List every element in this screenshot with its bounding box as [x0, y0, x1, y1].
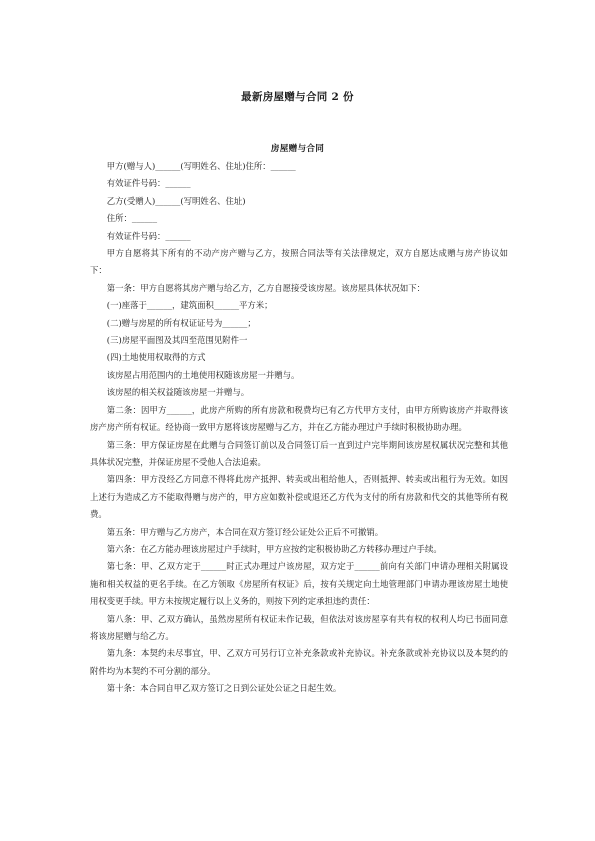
paragraph: 有效证件号码：______ [106, 178, 191, 189]
paragraph: 该房屋占用范围内的土地使用权随该房屋一并赠与。 [106, 369, 300, 380]
paragraph: 第八条：甲、乙双方确认，虽然房屋所有权证未作记载，但依法对该房屋享有共有权的权利人均已书面同意将该房屋赠与给乙方。 [90, 613, 508, 641]
paragraph: (二)赠与房屋的所有权证证号为______； [106, 317, 256, 328]
paragraph: 第十条：本合同自甲乙双方签订之日到公证处公证之日起生效。 [106, 683, 342, 694]
contract-title: 房屋赠与合同 [270, 144, 325, 154]
paragraph: 第九条：本契约未尽事宜，甲、乙双方可另行订立补充条款或补充协议。补充条款或补充协议以及本契约的附件均为本契约不可分割的部分。 [90, 648, 508, 676]
paragraph: 第一条：甲方自愿将其房产赠与给乙方，乙方自愿接受该房屋。该房屋具体状况如下： [106, 282, 426, 293]
paragraph: 第三条：甲方保证房屋在此赠与合同签订前以及合同签订后一直到过户完毕期间该房屋权属状况完整和其他具体状况完整，并保证房屋不受他人合法追索。 [90, 439, 508, 467]
paragraph: 住所：______ [106, 213, 158, 224]
paragraph: (一)座落于______，建筑面积______平方米； [106, 300, 273, 311]
paragraph: 甲方自愿将其下所有的不动产房产赠与乙方，按照合同法等有关法律规定，双方自愿达成赠与房产协议如下： [90, 248, 508, 276]
paragraph: 第二条：因甲方______，此房产所购的所有房款和税费均已有乙方代甲方支付，由甲方所购该房产并取得该房产房产所有权证。经协商一致甲方愿将该房屋赠与乙方，并在乙方能办理过户手续时积极协助办理。 [90, 404, 508, 433]
paragraph: 乙方(受赠人)______(写明姓名、住址) [106, 195, 246, 206]
paragraph: 甲方(赠与人)______(写明姓名、住址)住所：______ [106, 161, 296, 171]
paragraph: (三)房屋平面图及其四至范围见附件一 [106, 335, 248, 346]
document-title: 最新房屋赠与合同 2 份 [241, 91, 354, 103]
paragraph: 第四条：甲方没经乙方同意不得将此房产抵押、转卖或出租给他人，否则抵押、转卖或出租行为无效。如因上述行为造成乙方不能取得赠与房产的，甲方应如数补偿或退还乙方代为支付的所有房款和代交的其他等所有税费。 [90, 474, 508, 520]
paragraph: 第七条：甲、乙双方定于______时正式办理过户该房屋，双方定于______前向有关部门申请办理相关附属设施和相关权益的更名手续。在乙方领取《房屋所有权证》后，按有关规定向土地管理部门申请办理该房屋土地使用权变更手续。甲方未按规定履行以上义务的，则按下列约定承担违约责任： [90, 561, 508, 607]
paragraph: 第六条：在乙方能办理该房屋过户手续时，甲方应按约定积极协助乙方转移办理过户手续。 [106, 543, 442, 554]
paragraph: 该房屋的相关权益随该房屋一并赠与。 [106, 387, 250, 398]
paragraph: 有效证件号码：______ [106, 230, 191, 241]
contract-body [90, 158, 508, 698]
paragraph: 第五条：甲方赠与乙方房产，本合同在双方签订经公证处公正后不可撤销。 [106, 526, 384, 537]
paragraph: (四)土地使用权取得的方式 [106, 352, 206, 363]
